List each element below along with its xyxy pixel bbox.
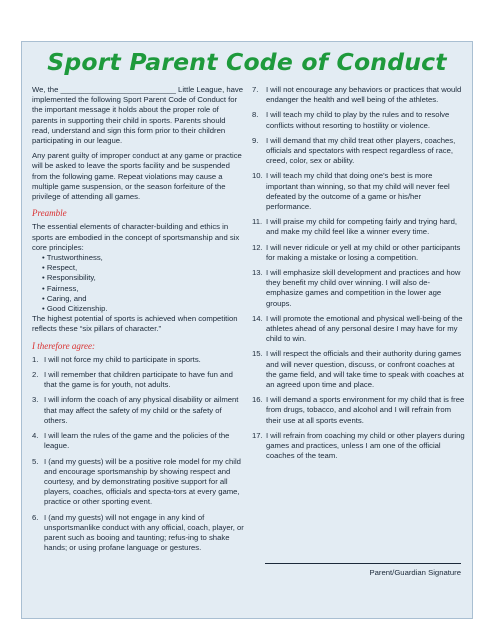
rule-number: 12. [252,242,263,252]
rule-text: I (and my guests) will be a positive role model for my child and encourage sportsmanship by showing respect and courtesy, and by demonstrating positive support for all players, coaches, officials and specta-tors at every game, practice or other sporting event. [44,456,241,507]
rule-text: I will never ridicule or yell at my child or other participants for making a mistake or losing a competition. [266,242,461,262]
rule-text: I will teach my child that doing one's best is more important than winning, so that my child will never feel defeated by the outcome of a game or his/her performance. [266,171,450,212]
pillar-item: • Good Citizenship. [42,304,108,314]
agree-heading: I therefore agree: [32,340,95,351]
rule-item [32,431,245,451]
rule-item [252,314,466,345]
rule-item [252,217,466,237]
warning-paragraph: Any parent guilty of improper conduct at any game or practice will be asked to leave the sports facility and be suspended from the following game. Repeat violations may cause a multiple game suspension, or the season forfeiture of the privilege of attending all games. [32,151,242,202]
rule-text: I will not encourage any behaviors or practices that would endanger the health and well being of the athletes. [266,85,462,105]
rule-item [252,243,466,263]
rule-number: 13. [252,268,263,278]
intro-paragraph: We, the ___________________________ Little League, have implemented the following Sport Parent Code of Conduct for the important message it holds about the proper role of parents in supporting their child in sports. Parents should read, understand and sign this form prior to their children participating in our league. [32,85,244,146]
preamble-closing: The highest potential of sports is achieved when competition reflects these “six pillars of character.” [32,314,238,334]
rule-text: I will inform the coach of any physical disability or ailment that may affect the safety of my child or the safety of others. [44,395,239,425]
rule-number: 3. [32,395,39,405]
rule-text: I will not force my child to participate in sports. [44,354,201,364]
pillar-item: • Respect, [42,263,78,273]
rule-text: I will teach my child to play by the rules and to resolve conflicts without resorting to hostility or violence. [266,110,450,130]
rule-number: 7. [252,85,259,94]
preamble-heading: Preamble [32,208,67,219]
rule-number: 9. [252,135,259,145]
rule-item [252,431,466,462]
rule-text: I will demand a sports environment for my child that is free from drugs, tobacco, and alcohol and I will refrain from their use at all sports events. [266,395,465,425]
pillar-item: • Trustworthiness, [42,253,103,263]
rule-text: I will demand that my child treat other players, coaches, officials and spectators with respect regardless of race, creed, color, sex or ability. [266,135,456,166]
rule-item [252,110,466,130]
pillar-item: • Caring, and [42,293,87,303]
rules-list-right [252,85,466,462]
rule-item [32,513,245,554]
rule-text: I will refrain from coaching my child or other players during games and practices, unless I am one of the official coaches of the team. [266,430,465,461]
code-of-conduct-form [21,41,473,619]
rule-text: I will learn the rules of the game and the policies of the league. [44,431,230,451]
rule-number: 14. [252,313,263,323]
rule-number: 10. [252,171,263,181]
rule-number: 15. [252,349,263,359]
rule-number: 5. [32,456,39,466]
rule-number: 16. [252,395,263,405]
rule-text: I will respect the officials and their authority during games and will never question, discuss, or confront coaches at the game field, and will take time to speak with coaches at an agreed upon time and place. [266,349,464,390]
rule-text: I will remember that children participate to have fun and that the game is for youth, not adults. [44,370,233,390]
rule-item [32,355,245,365]
rule-item [252,395,466,426]
rule-item [252,85,466,105]
rule-text: I (and my guests) will not engage in any kind of unsportsmanlike conduct with any official, coach, player, or parent such as booing and taunting; refus-ing to shake hands; or using profane language or gestures. [44,512,244,553]
rule-item [252,349,466,390]
rule-item [32,395,245,426]
rule-item [32,370,245,390]
rule-item [252,136,466,167]
rule-item [32,457,245,508]
rule-text: I will promote the emotional and physical well-being of the athletes ahead of any personal desire I may have for my child to win. [266,313,463,344]
left-column [32,85,245,558]
rule-text: I will emphasize skill development and practices and how they benefit my child over winning. I will also de-emphasize games and competition in the lower age groups. [266,268,461,308]
rule-item [252,171,466,212]
signature-line[interactable] [265,563,461,564]
page-title: Sport Parent Code of Conduct [47,48,447,76]
rule-text: I will praise my child for competing fairly and trying hard, and make my child feel like a winner every time. [266,217,457,237]
rule-number: 4. [32,431,39,441]
rule-number: 8. [252,110,259,120]
rule-number: 11. [252,217,263,227]
rule-number: 17. [252,430,263,440]
pillars-list [32,253,245,314]
rule-number: 6. [32,512,39,522]
rule-number: 1. [32,354,39,364]
signature-label: Parent/Guardian Signature [369,568,461,577]
pillar-item: • Responsibility, [42,273,96,283]
rule-number: 2. [32,370,39,380]
rule-item [252,268,466,309]
right-column [252,85,466,467]
preamble-text: The essential elements of character-building and ethics in sports are embodied in the concept of sportsmanship and six core principles: [32,222,240,252]
pillar-item: • Fairness, [42,283,79,293]
rules-list-left [32,355,245,553]
